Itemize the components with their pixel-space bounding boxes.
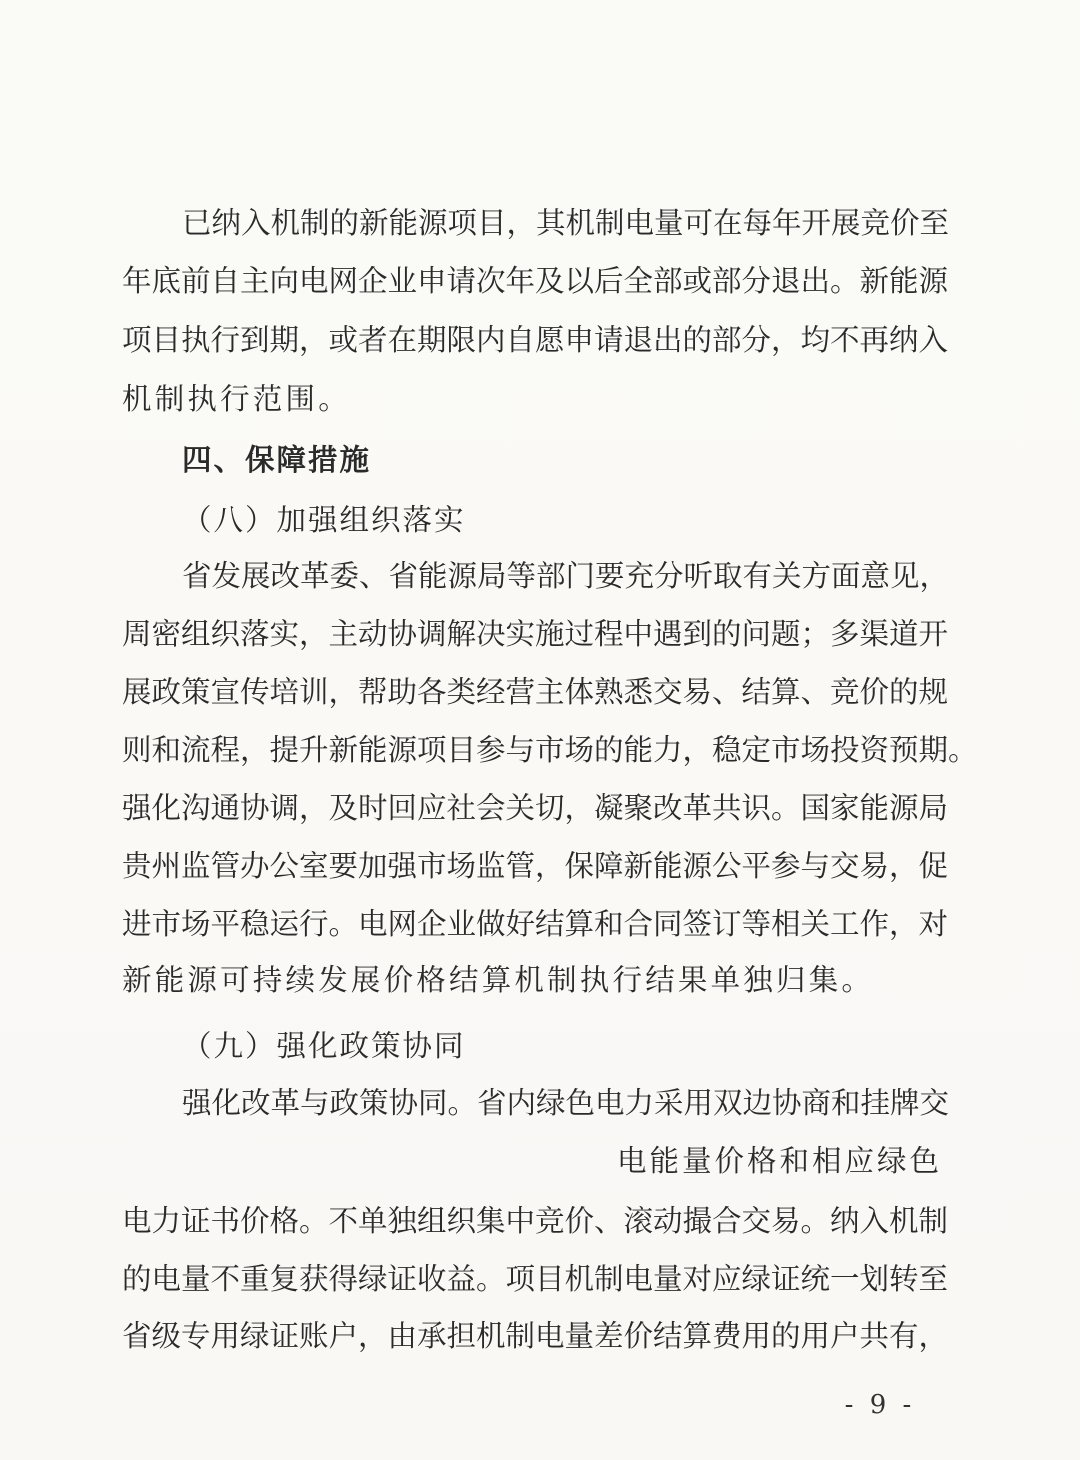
paragraph-line: 则和流程，提升新能源项目参与市场的能力，稳定市场投资预期。 (122, 733, 978, 767)
paragraph-line: 新能源可持续发展价格结算机制执行结果单独归集。 (122, 963, 875, 997)
paragraph-line: 的电量不重复获得绿证收益。项目机制电量对应绿证统一划转至 (122, 1262, 949, 1296)
page-number: - 9 - (844, 1390, 916, 1420)
subsection-heading: （八）加强组织落实 (182, 503, 466, 537)
subsection-heading: （九）强化政策协同 (182, 1029, 466, 1063)
paragraph-line: 已纳入机制的新能源项目，其机制电量可在每年开展竞价至 (182, 206, 950, 240)
paragraph-line: 进市场平稳运行。电网企业做好结算和合同签订等相关工作，对 (122, 907, 949, 941)
paragraph-line: 强化沟通协调，及时回应社会关切，凝聚改革共识。国家能源局 (122, 791, 949, 825)
paragraph-line: 电力证书价格。不单独组织集中竞价、滚动撮合交易。纳入机制 (122, 1204, 949, 1238)
paragraph-line: 展政策宣传培训，帮助各类经营主体熟悉交易、结算、竞价的规 (122, 675, 949, 709)
paragraph-line: 机制执行范围。 (122, 382, 351, 416)
paragraph-line: 年底前自主向电网企业申请次年及以后全部或部分退出。新能源 (122, 264, 949, 298)
paragraph-line: 省发展改革委、省能源局等部门要充分听取有关方面意见， (182, 559, 950, 593)
paragraph-line: 强化改革与政策协同。省内绿色电力采用双边协商和挂牌交 (182, 1086, 950, 1120)
section-heading: 四、保障措施 (182, 443, 372, 477)
paragraph-line: 电能量价格和相应绿色 (616, 1144, 942, 1178)
paragraph-line: 贵州监管办公室要加强市场监管，保障新能源公平参与交易，促 (122, 849, 949, 883)
paragraph-line: 周密组织落实，主动协调解决实施过程中遇到的问题；多渠道开 (122, 617, 949, 651)
paragraph-line: 省级专用绿证账户，由承担机制电量差价结算费用的用户共有， (122, 1319, 949, 1353)
paragraph-line: 项目执行到期，或者在期限内自愿申请退出的部分，均不再纳入 (122, 323, 949, 357)
